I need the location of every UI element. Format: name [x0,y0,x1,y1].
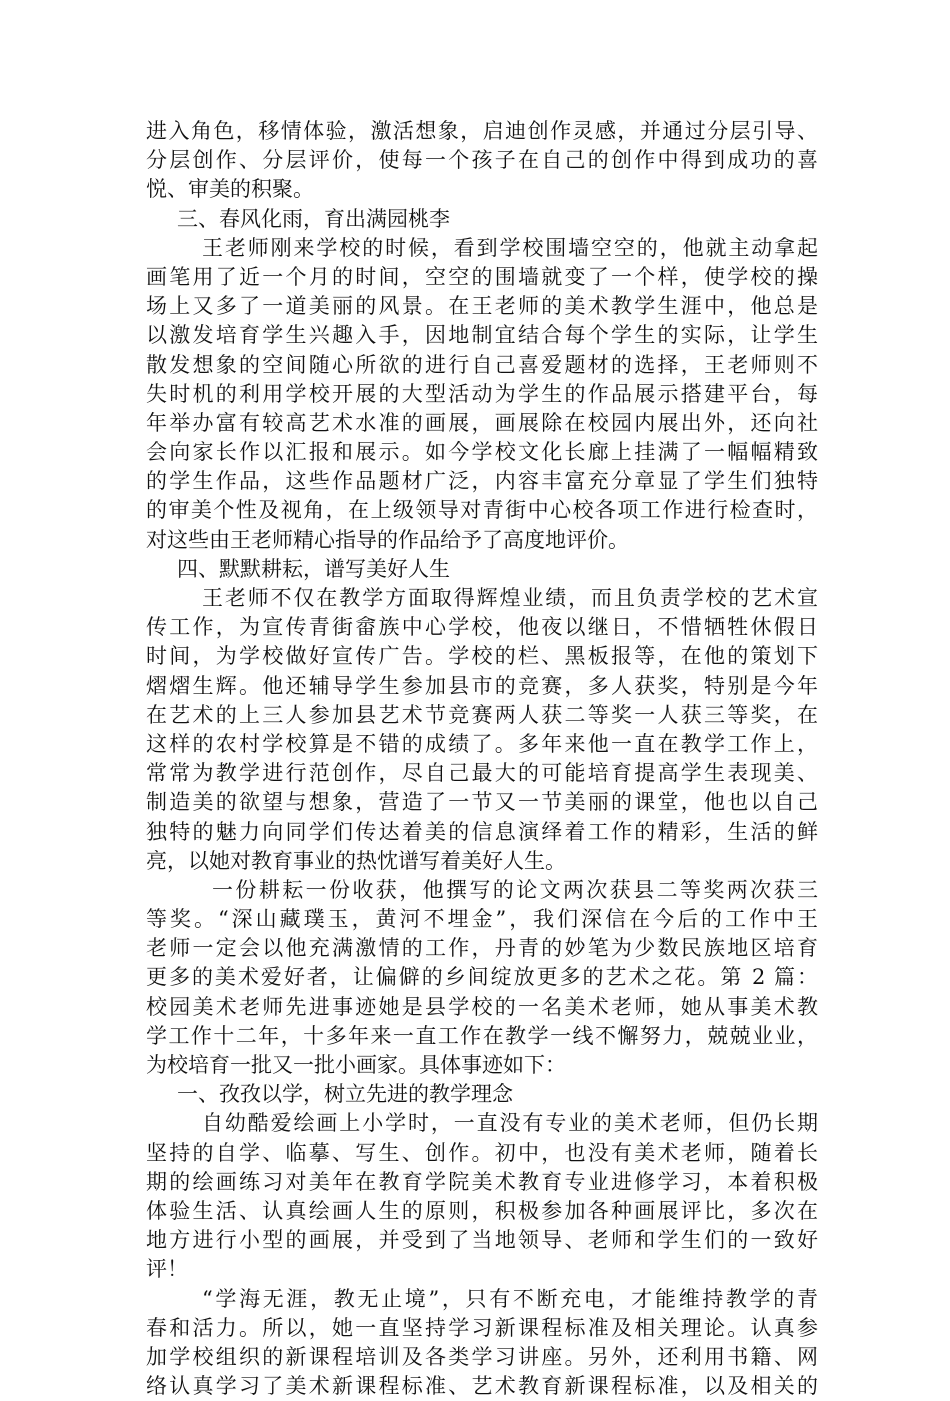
text-line: 老师一定会以他充满激情的工作，丹青的妙笔为少数民族地区培育 [146,936,818,961]
text-line: 更多的美术爱好者，让偏僻的乡间绽放更多的艺术之花。第 2 篇： [146,965,818,990]
text-line: 一份耕耘一份收获，他撰写的论文两次获县二等奖两次获三 [212,877,818,902]
text-line: 加学校组织的新课程培训及各类学习讲座。另外，还利用书籍、网 [146,1344,818,1369]
text-line: 等奖。“深山藏璞玉，黄河不埋金”，我们深信在今后的工作中王 [146,907,818,932]
text-line: 传工作，为宣传青街畲族中心学校，他夜以继日，不惜牺牲休假日 [146,615,818,640]
text-line: 失时机的利用学校开展的大型活动为学生的作品展示搭建平台，每 [146,381,818,406]
text-line: 坚持的自学、临摹、写生、创作。初中，也没有美术老师，随着长 [146,1140,818,1165]
text-line: 画笔用了近一个月的时间，空空的围墙就变了一个样，使学校的操 [146,264,818,289]
text-line: 春和活力。所以，她一直坚持学习新课程标准及相关理论。认真参 [146,1315,818,1340]
text-line: 评！ [146,1257,188,1282]
text-line: “学海无涯，教无止境”，只有不断充电，才能维持教学的青 [202,1286,818,1311]
section-heading: 三、春风化雨，育出满园桃李 [177,206,450,231]
text-line: 的审美个性及视角，在上级领导对青街中心校各项工作进行检查时， [146,498,818,523]
text-line: 进入角色，移情体验，激活想象，启迪创作灵感，并通过分层引导、 [146,119,818,143]
text-line: 时间，为学校做好宣传广告。学校的栏、黑板报等，在他的策划下 [146,644,818,669]
text-line: 的学生作品，这些作品题材广泛，内容丰富充分章显了学生们独特 [146,469,818,494]
text-line: 场上又多了一道美丽的风景。在王老师的美术教学生涯中，他总是 [146,294,818,319]
text-line: 悦、审美的积聚。 [146,177,314,202]
section-heading: 一、孜孜以学，树立先进的教学理念 [177,1082,513,1107]
text-line: 自幼酷爱绘画上小学时，一直没有专业的美术老师，但仍长期 [202,1111,818,1136]
text-line: 体验生活、认真绘画人生的原则，积极参加各种画展评比，多次在 [146,1198,818,1223]
text-line: 为校培育一批又一批小画家。具体事迹如下： [146,1053,566,1077]
text-line: 学工作十二年，十多年来一直工作在教学一线不懈努力，兢兢业业， [146,1023,818,1048]
document-body [146,117,818,1401]
text-line: 制造美的欲望与想象，营造了一节又一节美丽的课堂，他也以自己 [146,790,818,815]
text-line: 独特的魅力向同学们传达着美的信息演绎着工作的精彩，生活的鲜 [146,819,818,844]
text-line: 年举办富有较高艺术水准的画展，画展除在校园内展出外，还向社 [146,410,818,435]
text-line: 对这些由王老师精心指导的作品给予了高度地评价。 [146,527,629,552]
text-line: 熠熠生辉。他还辅导学生参加县市的竞赛，多人获奖，特别是今年 [146,673,818,698]
text-line: 期的绘画练习对美年在教育学院美术教育专业进修学习，本着积极 [146,1169,818,1194]
text-line: 常常为教学进行范创作，尽自己最大的可能培育提高学生表现美、 [146,761,818,786]
text-line: 分层创作、分层评价，使每一个孩子在自己的创作中得到成功的喜 [146,148,818,173]
text-line: 王老师刚来学校的时候，看到学校围墙空空的，他就主动拿起 [202,235,818,260]
text-line: 以激发培育学生兴趣入手，因地制宜结合每个学生的实际，让学生 [146,323,818,348]
text-line: 在艺术的上三人参加县艺术节竞赛两人获二等奖一人获三等奖，在 [146,702,818,727]
text-line: 王老师不仅在教学方面取得辉煌业绩，而且负责学校的艺术宣 [202,586,818,610]
text-line: 地方进行小型的画展，并受到了当地领导、老师和学生们的一致好 [146,1228,818,1253]
section-heading: 四、默默耕耘，谱写美好人生 [177,556,450,581]
text-line: 会向家长作以汇报和展示。如今学校文化长廊上挂满了一幅幅精致 [146,440,818,465]
text-line: 这样的农村学校算是不错的成绩了。多年来他一直在教学工作上， [146,731,818,756]
text-line: 亮，以她对教育事业的热忱谱写着美好人生。 [146,848,566,873]
text-line: 散发想象的空间随心所欲的进行自己喜爱题材的选择，王老师则不 [146,352,818,377]
text-line: 络认真学习了美术新课程标准、艺术教育新课程标准，以及相关的 [146,1374,818,1399]
text-line: 校园美术老师先进事迹她是县学校的一名美术老师，她从事美术教 [146,994,818,1019]
